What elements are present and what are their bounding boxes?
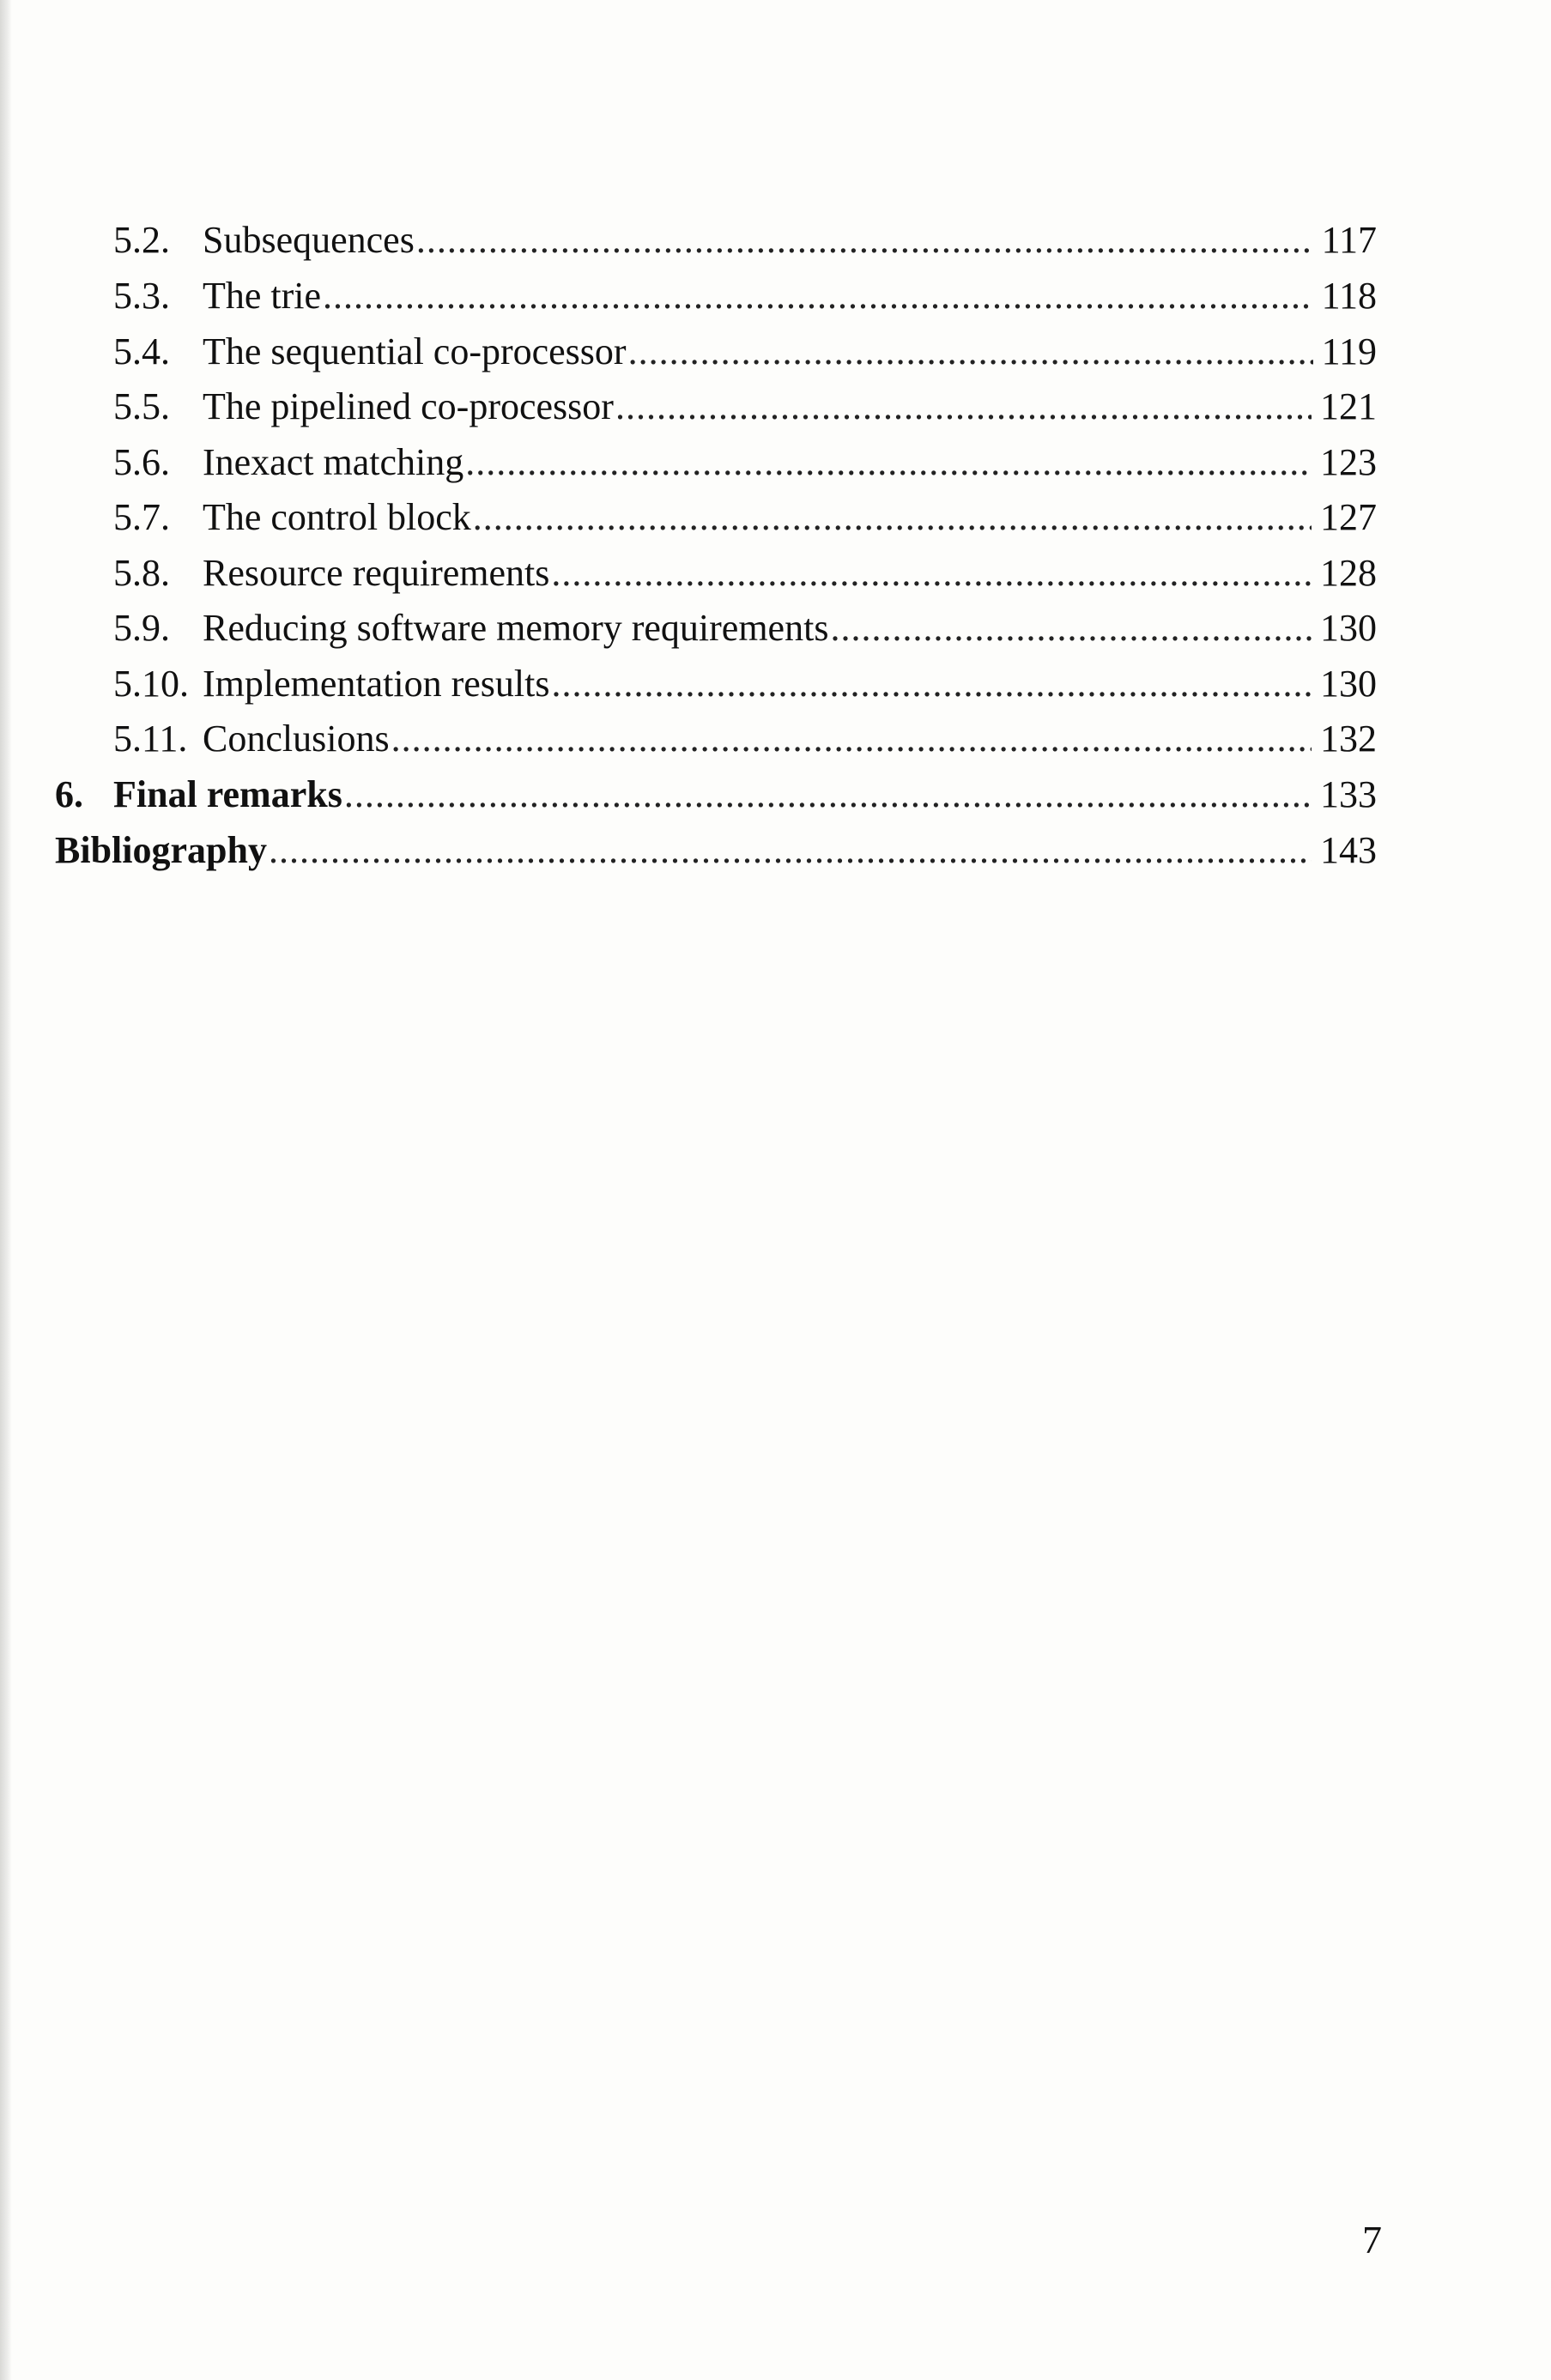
dot-leader (344, 769, 1312, 821)
dot-leader (628, 326, 1313, 378)
scanned-page-edge (0, 0, 12, 2380)
toc-entry-number: 5.3. (113, 275, 170, 317)
dot-leader (473, 492, 1312, 543)
dot-leader (551, 548, 1312, 599)
toc-entry-page: 123 (1320, 441, 1377, 483)
toc-entry-5-5[interactable] (113, 381, 1377, 433)
toc-bibliography-title: Bibliography (55, 829, 267, 871)
toc-entry-title: Inexact matching (203, 441, 464, 483)
toc-entry-number: 5.10. (113, 663, 189, 705)
dot-leader (323, 270, 1313, 322)
toc-entry-title: Implementation results (203, 663, 550, 705)
toc-entry-page: 117 (1321, 219, 1377, 261)
toc-entry-number: 5.9. (113, 607, 170, 649)
page-number: 7 (1362, 2218, 1382, 2262)
toc-entry-page: 128 (1320, 552, 1377, 594)
toc-entry-number: 5.4. (113, 330, 170, 372)
toc-bibliography-page: 143 (1320, 829, 1377, 871)
toc-entry-page: 130 (1320, 663, 1377, 705)
toc-entry-5-11[interactable] (113, 713, 1377, 765)
toc-entry-5-4[interactable] (113, 326, 1377, 378)
dot-leader (465, 437, 1312, 488)
toc-entry-title: The control block (203, 496, 471, 538)
toc-entry-5-2[interactable] (113, 215, 1377, 266)
toc-entry-5-10[interactable] (113, 658, 1377, 710)
toc-entry-number: 5.2. (113, 219, 170, 261)
toc-bibliography[interactable] (55, 825, 1377, 876)
toc-entry-number: 5.7. (113, 496, 170, 538)
toc-entry-page: 121 (1320, 385, 1377, 427)
toc-entry-5-6[interactable] (113, 437, 1377, 488)
toc-entry-5-8[interactable] (113, 548, 1377, 599)
toc-entry-title: Reducing software memory requirements (203, 607, 829, 649)
dot-leader (615, 381, 1312, 433)
toc-entry-number: 5.6. (113, 441, 170, 483)
toc-chapter-page: 133 (1320, 773, 1377, 815)
toc-entry-5-7[interactable] (113, 492, 1377, 543)
toc-entry-5-9[interactable] (113, 603, 1377, 654)
dot-leader (269, 825, 1312, 876)
toc-entry-page: 118 (1321, 275, 1377, 317)
toc-entry-number: 5.8. (113, 552, 170, 594)
dot-leader (416, 215, 1313, 266)
toc-entry-page: 127 (1320, 496, 1377, 538)
toc-entry-title: The trie (203, 275, 322, 317)
toc-chapter-title: Final remarks (113, 773, 342, 815)
toc-entry-title: Resource requirements (203, 552, 550, 594)
toc-entry-number: 5.11. (113, 718, 188, 760)
toc-entry-title: The sequential co-processor (203, 330, 627, 372)
dot-leader (391, 713, 1312, 765)
toc-entry-page: 119 (1321, 330, 1377, 372)
toc-entry-title: Subsequences (203, 219, 415, 261)
toc-chapter-final-remarks[interactable] (55, 769, 1377, 821)
toc-entry-number: 5.5. (113, 385, 170, 427)
toc-entry-title: The pipelined co-processor (203, 385, 614, 427)
toc-entry-page: 132 (1320, 718, 1377, 760)
dot-leader (830, 603, 1312, 654)
toc-entry-5-3[interactable] (113, 270, 1377, 322)
toc-entry-page: 130 (1320, 607, 1377, 649)
toc-entry-title: Conclusions (203, 718, 390, 760)
dot-leader (551, 658, 1312, 710)
toc-chapter-number: 6. (55, 773, 83, 815)
